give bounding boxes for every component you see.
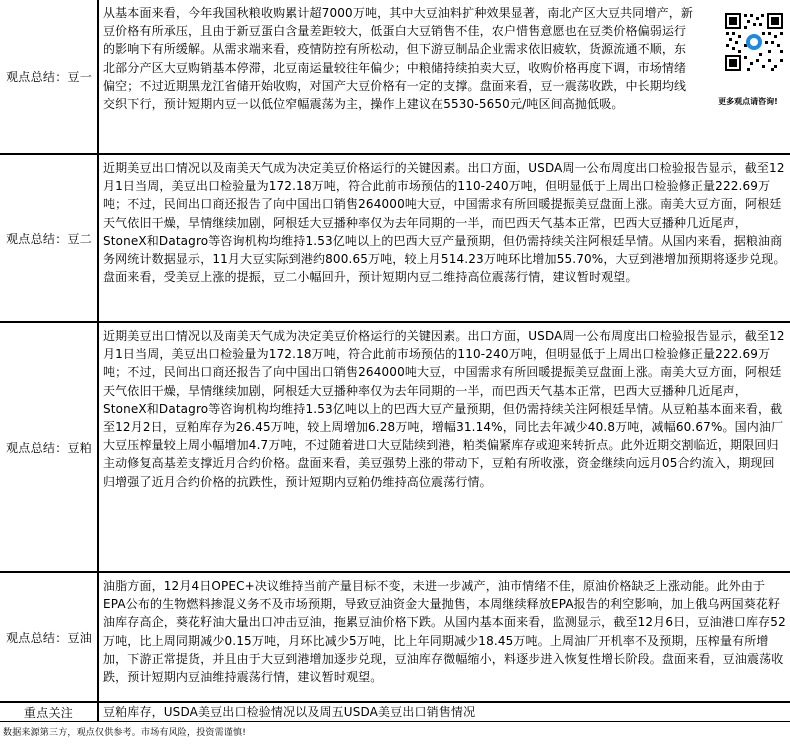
row-label-key-focus: 重点关注 [0, 703, 99, 721]
table-row-soybean-2 [0, 155, 790, 323]
row-content-key-focus: 豆粕库存，USDA美豆出口检验情况以及周五USDA美豆出口销售情况 [103, 705, 476, 719]
row-content-soybean-2: 近期美豆出口情况以及南美天气成为决定美豆价格运行的关键因素。出口方面，USDA周一公布周度出口检验报告显示，截至12月1日当周，美豆出口检验量为172.18万吨，符合此前市场预估的110-240万吨，但明显低于上周出口检验修正量222.69万吨；不过，民间出口商还报告了向中国出口销售264000吨大豆，中国需求有所回暖提振美豆盘面上涨。南美大豆方面，阿根廷天气依旧干燥，旱情继续加剧，阿根廷大豆播种率仅为去年同期的一半，而巴西天气基本正常，巴西大豆播种几近尾声，StoneX和Datagro等咨询机构均维持1.53亿吨以上的巴西大豆产量预期，但仍需持续关注阿根廷旱情。从国内来看，据粮油商务网统计数据显示，11月大豆实际到港约800.65万吨，较上月514.23万吨环比增加55.70%，大豆到港增加预期将逐步兑现。盘面来看，受美豆上涨的提振，豆二小幅回升，预计短期内豆二维持高位震荡行情，建议暂时观望。 [103, 161, 786, 285]
row-label-soybean-2: 观点总结：豆二 [0, 155, 99, 321]
qr-caption: 更多观点请咨询! [718, 97, 778, 106]
qr-code-icon [724, 12, 784, 72]
row-content-soybean-1: 从基本面来看，今年我国秋粮收购累计超7000万吨，其中大豆油料扩种效果显著，南北产区大豆共同增产，新豆价格有所承压，且由于新豆蛋白含量差距较大，低蛋白大豆销售不佳，农户惜售意愿也在豆类价格偏弱运行的影响下有所缓解。从需求端来看，疫情防控有所松动，但下游豆制品企业需求依旧疲软，货源流通不顺，东北部分产区大豆购销基本停滞，北豆南运量较往年偏少；中粮储持续拍卖大豆，收购价格再度下调，市场情绪偏空；不过近期黑龙江省储开始收购，对国产大豆价格有一定的支撑。盘面来看，豆一震荡收跌，中长期均线交织下行，预计短期内豆一以低位窄幅震荡为主，操作上建议在5530-5650元/吨区间高抛低吸。 [103, 6, 694, 112]
table-row-soybean-1 [0, 0, 790, 155]
row-content-soybean-meal: 近期美豆出口情况以及南美天气成为决定美豆价格运行的关键因素。出口方面，USDA周一公布周度出口检验报告显示，截至12月1日当周，美豆出口检验量为172.18万吨，符合此前市场预估的110-240万吨，但明显低于上周出口检验修正量222.69万吨；不过，民间出口商还报告了向中国出口销售264000吨大豆，中国需求有所回暖提振美豆盘面上涨。南美大豆方面，阿根廷天气依旧干燥，旱情继续加剧，阿根廷大豆播种率仅为去年同期的一半，而巴西天气基本正常，巴西大豆播种几近尾声，StoneX和Datagro等咨询机构均维持1.53亿吨以上的巴西大豆产量预期，但仍需持续关注阿根廷旱情。从豆粕基本面来看，截至12月2日，豆粕库存为26.45万吨，较上周增加6.28万吨，增幅31.14%，同比去年减少40.8万吨，减幅60.67%。国内油厂大豆压榨量较上周小幅增加4.7万吨，不过随着进口大豆陆续到港，粕类偏紧库存或迎来转折点。此外近期交割临近，期限回归主动修复高基差支撑近月合约价格。盘面来看，美豆强势上涨的带动下，豆粕有所收涨，资金继续向远月05合约流入，期现回归增强了近月合约价格的抗跌性，预计短期内豆粕仍维持高位震荡行情。 [103, 329, 785, 489]
row-content-soybean-oil: 油脂方面，12月4日OPEC+决议维持当前产量目标不变，未进一步减产，油市情绪不佳，原油价格缺乏上涨动能。此外由于EPA公布的生物燃料掺混义务不及市场预期，导致豆油资金大量抛售，本周继续释放EPA报告的利空影响，加上俄乌两国葵花籽油库存高企，葵花籽油大量出口冲击豆油，拖累豆油价格下跌。从国内基本面来看，监测显示，截至12月6日，豆油港口库存52万吨，比上周同期减少0.15万吨，月环比减少5万吨，比上年同期减少18.45万吨。上周油厂开机率不及预期，压榨量有所增加，下游正常提货，并且由于大豆到港增加逐步兑现，豆油库存微幅缩小，料逐步进入恢复性增长阶段。盘面来看，豆油震荡收跌，预计短期内豆油维持震荡行情，建议暂时观望。 [103, 579, 786, 685]
disclaimer-footer: 数据来源第三方，观点仅供参考。市场有风险，投资需谨慎! [3, 728, 247, 738]
table-row-soybean-meal [0, 323, 790, 573]
table-row-soybean-oil [0, 573, 790, 703]
table-row-key-focus [0, 703, 790, 722]
row-label-soybean-1: 观点总结：豆一 [0, 0, 99, 153]
row-label-soybean-oil: 观点总结：豆油 [0, 573, 99, 701]
row-label-soybean-meal: 观点总结：豆粕 [0, 323, 99, 571]
